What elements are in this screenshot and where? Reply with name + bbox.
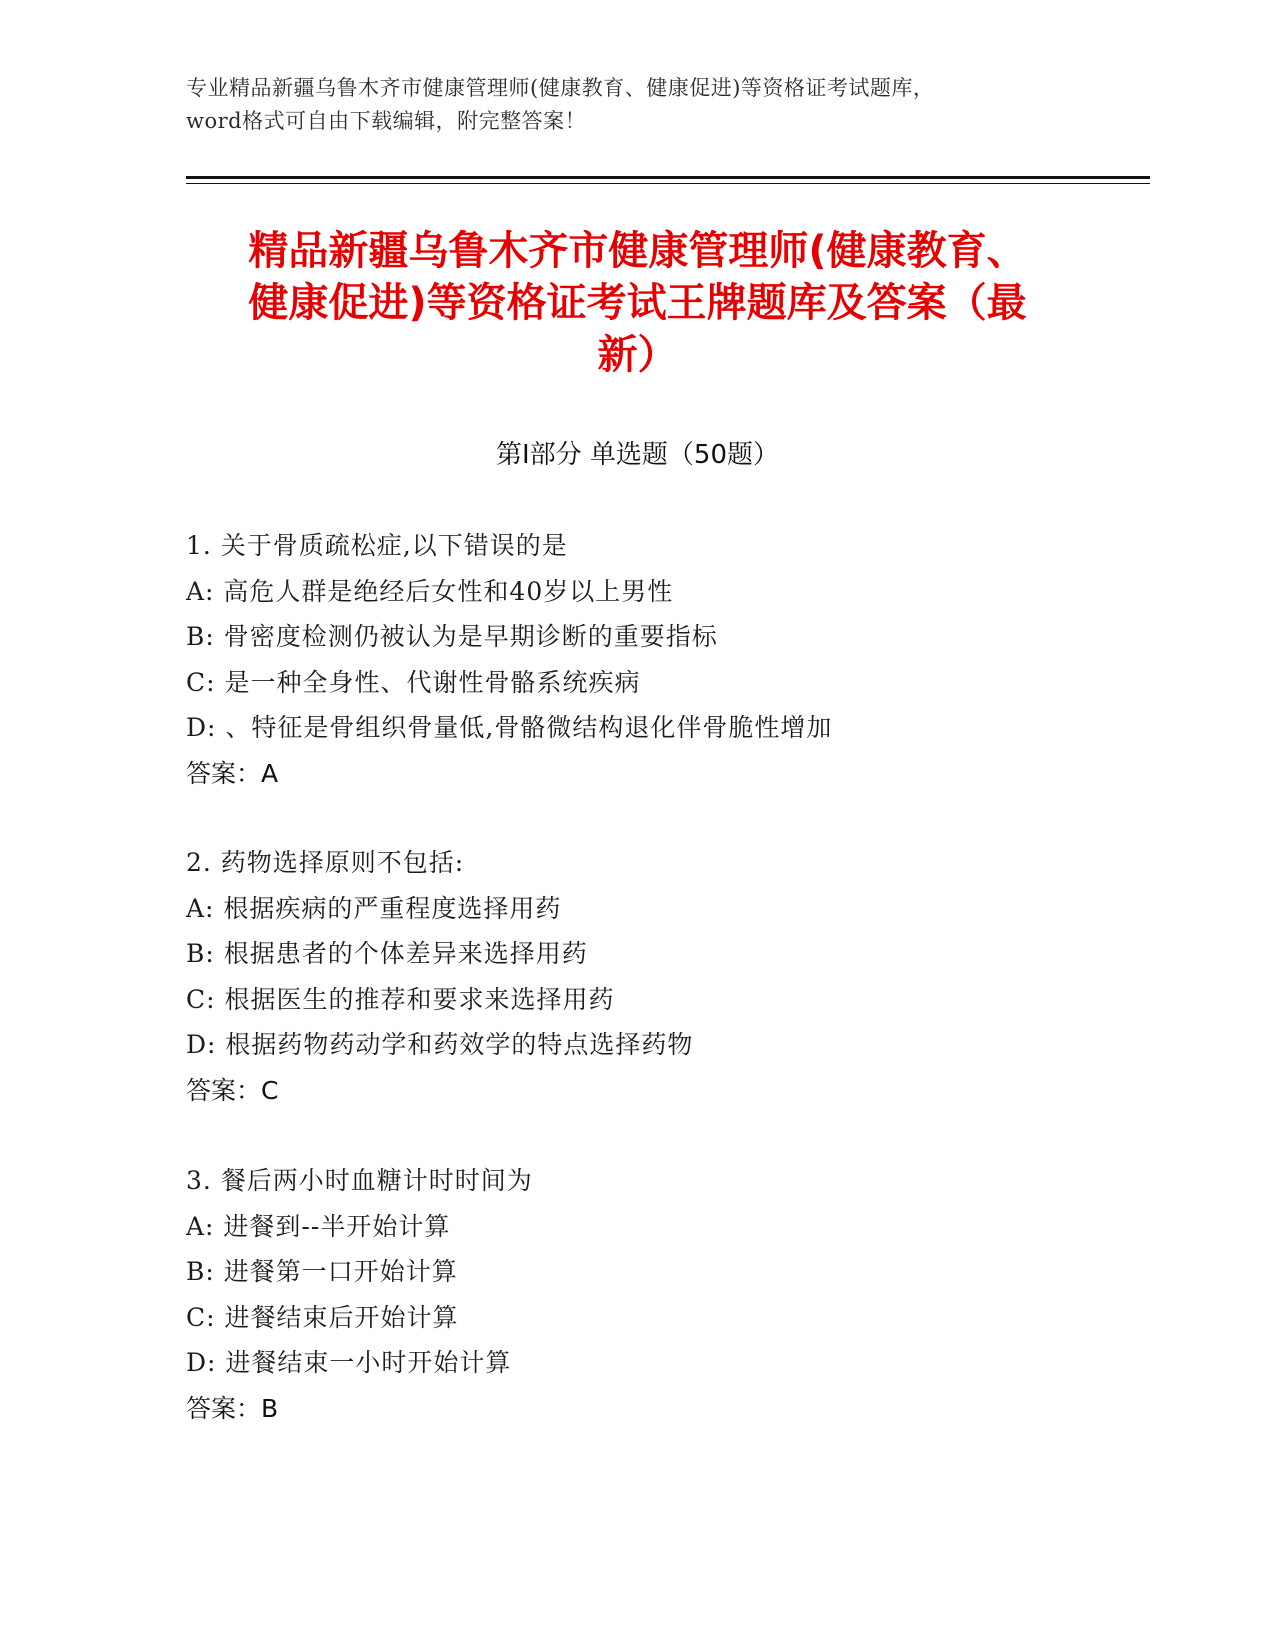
answer: 答案：B (186, 1393, 279, 1423)
question-stem: 1. 关于骨质疏松症,以下错误的是 (186, 531, 568, 560)
answer: 答案：C (186, 1075, 279, 1105)
option-a: A: 高危人群是绝经后女性和40岁以上男性 (186, 576, 674, 606)
section-title: 第Ⅰ部分 单选题（50题） (495, 440, 780, 470)
header-note-line-2: word格式可自由下载编辑，附完整答案！ (186, 109, 587, 133)
question-stem: 3. 餐后两小时血糖计时时间为 (186, 1166, 533, 1195)
option-c: C: 是一种全身性、代谢性骨骼系统疾病 (186, 667, 641, 697)
option-b: B: 根据患者的个体差异来选择用药 (186, 939, 588, 968)
question-2 (186, 840, 1146, 1113)
document-title-line-2: 健康促进)等资格证考试王牌题库及答案（最 (248, 280, 1027, 326)
question-stem: 2. 药物选择原则不包括: (186, 848, 465, 877)
option-d: D: 、特征是骨组织骨量低,骨骼微结构退化伴骨脆性增加 (186, 713, 833, 742)
header-divider-thin (186, 183, 1150, 184)
option-b: B: 进餐第一口开始计算 (186, 1257, 458, 1286)
option-c: C: 根据医生的推荐和要求来选择用药 (186, 984, 615, 1014)
document-title-line-1: 精品新疆乌鲁木齐市健康管理师(健康教育、 (248, 228, 1027, 274)
answer: 答案：A (186, 758, 279, 788)
option-a: A: 进餐到--半开始计算 (186, 1211, 451, 1241)
question-3 (186, 1158, 1146, 1431)
question-1 (186, 523, 1146, 796)
option-d: D: 进餐结束一小时开始计算 (186, 1348, 512, 1377)
option-b: B: 骨密度检测仍被认为是早期诊断的重要指标 (186, 622, 718, 651)
header-note (186, 72, 1106, 138)
header-divider-thick (186, 176, 1150, 179)
document-title-line-3: 新） (597, 332, 678, 378)
option-a: A: 根据疾病的严重程度选择用药 (186, 893, 562, 923)
header-note-line-1: 专业精品新疆乌鲁木齐市健康管理师(健康教育、健康促进)等资格证考试题库， (186, 76, 935, 100)
document-title (150, 225, 1125, 381)
option-c: C: 进餐结束后开始计算 (186, 1302, 459, 1332)
option-d: D: 根据药物药动学和药效学的特点选择药物 (186, 1030, 694, 1059)
